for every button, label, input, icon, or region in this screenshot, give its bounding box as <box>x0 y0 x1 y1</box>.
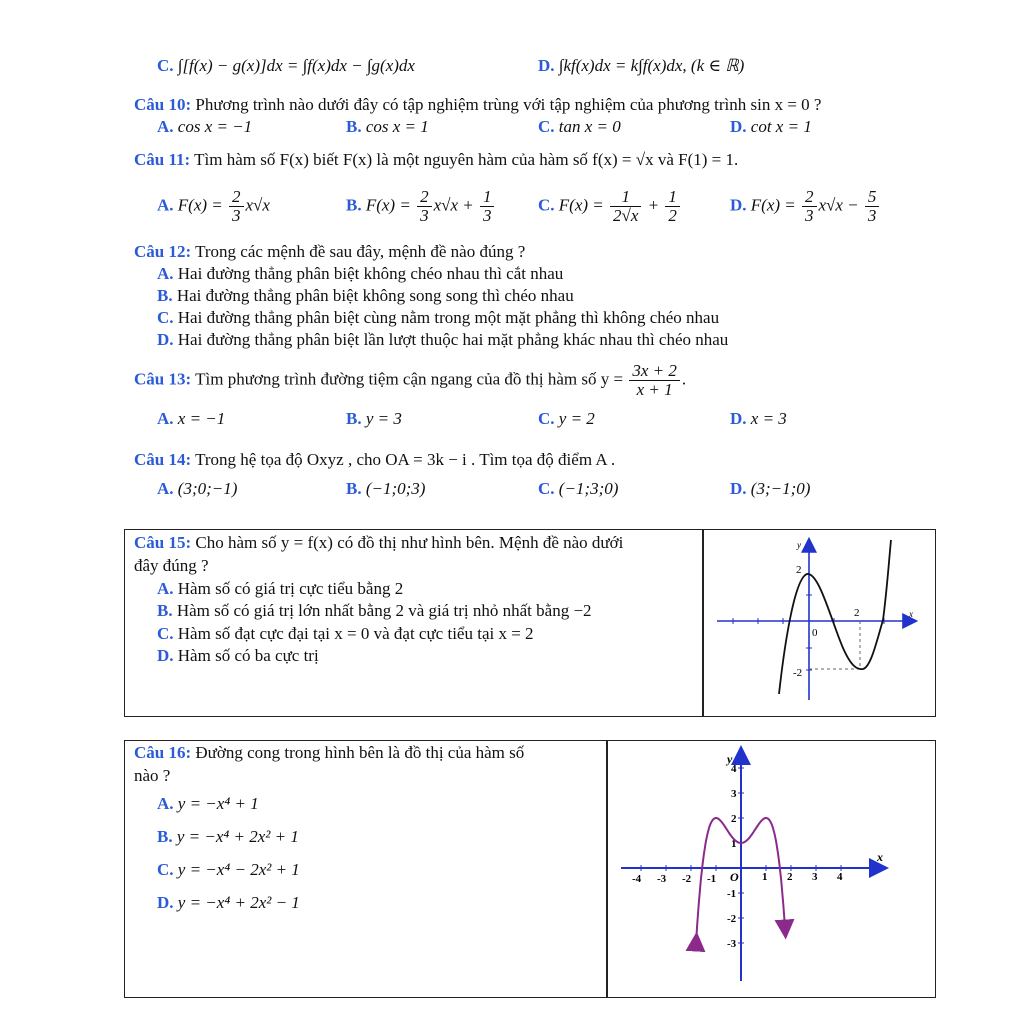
q10-option-c[interactable] <box>538 117 621 137</box>
question-text: Tìm hàm số F(x) biết F(x) là một nguyên hàm của hàm số f(x) = √x và F(1) = 1. <box>194 150 739 169</box>
q15-text-box <box>124 529 704 717</box>
option-text: y = −x⁴ + 2x² − 1 <box>177 893 300 912</box>
question-text: Cho hàm số y = f(x) có đồ thị như hình bên. Mệnh đề nào dưới <box>195 533 624 552</box>
q12-option-a[interactable] <box>157 264 563 284</box>
denominator: x + 1 <box>636 380 673 399</box>
option-label: C. <box>157 860 174 879</box>
option-text: Hàm số đạt cực đại tại x = 0 và đạt cực tiểu tại x = 2 <box>177 624 534 643</box>
x-tick-label: -1 <box>707 873 717 885</box>
denominator: 3 <box>867 206 877 225</box>
option-text: x = −1 <box>177 409 226 428</box>
q11-option-a[interactable] <box>157 188 270 225</box>
option-text: (3;0;−1) <box>177 479 238 498</box>
q12-stem <box>134 242 525 262</box>
option-label: A. <box>157 479 174 498</box>
q16-option-a[interactable] <box>157 794 259 814</box>
option-text: Hai đường thẳng phân biệt không song song thì chéo nhau <box>176 286 574 305</box>
numerator: 5 <box>865 188 880 207</box>
option-label: C. <box>538 117 555 136</box>
q13-stem <box>134 362 686 399</box>
q10-option-b[interactable] <box>346 117 429 137</box>
question-number: Câu 16: <box>134 743 192 762</box>
option-label: A. <box>157 264 174 283</box>
option-label: C. <box>157 624 174 643</box>
option-text: x√x − <box>818 195 863 215</box>
option-text: cos x = 1 <box>365 117 429 136</box>
option-label: B. <box>346 195 362 215</box>
option-label: B. <box>157 827 173 846</box>
q15-option-a[interactable] <box>157 579 403 599</box>
option-label: A. <box>157 409 174 428</box>
numerator: 1 <box>610 188 641 207</box>
q15-option-d[interactable] <box>157 646 319 666</box>
option-text: cot x = 1 <box>750 117 812 136</box>
option-label: C. <box>538 479 555 498</box>
option-text: + <box>643 195 664 215</box>
y-tick-label: -3 <box>727 938 737 950</box>
q14-option-c[interactable] <box>538 479 618 499</box>
option-text: Hàm số có giá trị cực tiểu bằng 2 <box>177 579 404 598</box>
q16-option-c[interactable] <box>157 860 300 880</box>
option-text: x√x <box>245 195 270 215</box>
question-number: Câu 13: <box>134 369 192 389</box>
option-text: (−1;3;0) <box>558 479 619 498</box>
fraction <box>480 188 495 225</box>
q10-option-d[interactable] <box>730 117 812 137</box>
option-label: D. <box>157 646 174 665</box>
x-tick-label: -4 <box>632 873 642 885</box>
denominator: 3 <box>420 206 429 225</box>
option-text: y = 3 <box>365 409 402 428</box>
fraction <box>629 362 680 399</box>
q15-option-b[interactable] <box>157 601 592 621</box>
numerator: 1 <box>665 188 680 207</box>
q11-stem <box>134 150 738 170</box>
y-axis-label: y <box>797 540 801 550</box>
x-tick-label: -3 <box>657 873 667 885</box>
option-label: D. <box>730 195 747 215</box>
y-axis-label: y <box>727 752 733 766</box>
q16-option-d[interactable] <box>157 893 300 913</box>
question-number: Câu 14: <box>134 450 192 469</box>
numerator: 2 <box>802 188 817 207</box>
y-tick-label: -1 <box>727 888 737 900</box>
x-tick-label: 2 <box>787 871 793 883</box>
denominator: 3 <box>805 206 814 225</box>
fraction <box>865 188 880 225</box>
q10-option-a[interactable] <box>157 117 252 137</box>
q13-option-b[interactable] <box>346 409 402 429</box>
option-text: cos x = −1 <box>177 117 253 136</box>
option-text: y = −x⁴ − 2x² + 1 <box>177 860 300 879</box>
option-label: C. <box>157 308 174 327</box>
option-label: D. <box>730 117 747 136</box>
y-tick-label: 4 <box>731 763 737 775</box>
numerator: 2 <box>229 188 244 207</box>
q15-stem-line2: đây đúng ? <box>134 556 209 575</box>
denominator: 2√x <box>613 206 639 225</box>
option-label: B. <box>157 286 173 305</box>
y-tick-label: 3 <box>731 788 737 800</box>
option-label: A. <box>157 117 174 136</box>
fraction <box>229 188 244 225</box>
option-label: C. <box>157 56 174 75</box>
q14-option-d[interactable] <box>730 479 810 499</box>
q14-option-b[interactable] <box>346 479 425 499</box>
q16-stem <box>134 743 524 763</box>
q15-cubic-graph <box>703 530 935 716</box>
q12-option-c[interactable] <box>157 308 719 328</box>
x-tick-label: 4 <box>837 871 843 883</box>
question-text: Phương trình nào dưới đây có tập nghiệm trùng với tập nghiệm của phương trình sin x = 0 ? <box>195 95 822 114</box>
denominator: 3 <box>232 206 241 225</box>
option-text: y = 2 <box>558 409 595 428</box>
q16-quartic-graph <box>607 741 935 997</box>
x-tick-label: 1 <box>762 871 768 883</box>
denominator: 2 <box>668 206 677 225</box>
numerator: 1 <box>480 188 495 207</box>
fraction <box>665 188 680 225</box>
option-text: Hàm số có ba cực trị <box>177 646 319 665</box>
option-text: F(x) = <box>177 195 228 215</box>
question-text: Trong hệ tọa độ Oxyz , cho OA = 3k − i . Tìm tọa độ điểm A . <box>195 450 616 469</box>
y-tick-label: -2 <box>727 913 737 925</box>
fraction <box>417 188 432 225</box>
q11-option-b[interactable] <box>346 188 496 225</box>
option-label: C. <box>538 195 555 215</box>
y-tick-label: 2 <box>731 813 737 825</box>
question-text: Đường cong trong hình bên là đồ thị của hàm số <box>195 743 525 762</box>
option-label: D. <box>538 56 555 75</box>
x-tick-label: -2 <box>682 873 692 885</box>
q16-stem-line2: nào ? <box>134 766 171 785</box>
q13-option-d[interactable] <box>730 409 787 429</box>
option-text: x√x + <box>433 195 478 215</box>
question-number: Câu 11: <box>134 150 191 169</box>
x-axis-label: x <box>909 609 913 619</box>
origin-label: 0 <box>812 627 818 639</box>
option-text: Hai đường thẳng phân biệt cùng nằm trong một mặt phẳng thì không chéo nhau <box>177 308 720 327</box>
q12-option-d[interactable] <box>157 330 728 350</box>
option-text: ∫[f(x) − g(x)]dx = ∫f(x)dx − ∫g(x)dx <box>177 56 415 75</box>
q14-stem <box>134 450 615 470</box>
option-text: Hàm số có giá trị lớn nhất bằng 2 và giá trị nhỏ nhất bằng −2 <box>176 601 592 620</box>
q13-option-c[interactable] <box>538 409 595 429</box>
option-label: A. <box>157 579 174 598</box>
option-label: B. <box>346 117 362 136</box>
y-tick-label: 1 <box>731 838 737 850</box>
q12-option-b[interactable] <box>157 286 574 306</box>
tick-label-x2: 2 <box>854 607 860 619</box>
option-text: F(x) = <box>558 195 609 215</box>
q9-option-d[interactable] <box>538 56 744 76</box>
option-label: B. <box>346 409 362 428</box>
x-axis-label: x <box>877 850 883 864</box>
q11-option-c[interactable] <box>538 188 682 225</box>
q14-option-a[interactable] <box>157 479 237 499</box>
question-number: Câu 10: <box>134 95 192 114</box>
option-text: Hai đường thẳng phân biệt lần lượt thuộc hai mặt phẳng khác nhau thì chéo nhau <box>177 330 729 349</box>
fraction <box>802 188 817 225</box>
option-text: F(x) = <box>750 195 801 215</box>
option-text: ∫kf(x)dx = k∫f(x)dx, (k ∈ ℝ) <box>558 56 745 75</box>
question-text: Tìm phương trình đường tiệm cận ngang của đồ thị hàm số y = <box>195 369 624 389</box>
numerator: 2 <box>417 188 432 207</box>
q13-option-a[interactable] <box>157 409 225 429</box>
origin-label: O <box>730 870 739 884</box>
option-label: B. <box>157 601 173 620</box>
q10-stem <box>134 95 821 115</box>
option-text: Hai đường thẳng phân biệt không chéo nhau thì cắt nhau <box>177 264 564 283</box>
x-tick-label: 3 <box>812 871 818 883</box>
option-label: D. <box>157 893 174 912</box>
numerator: 3x + 2 <box>629 362 680 381</box>
option-text: (3;−1;0) <box>750 479 811 498</box>
option-text: y = −x⁴ + 1 <box>177 794 259 813</box>
option-text: tan x = 0 <box>558 117 621 136</box>
q16-option-b[interactable] <box>157 827 299 847</box>
q15-stem <box>134 533 623 553</box>
option-label: D. <box>157 330 174 349</box>
q11-option-d[interactable] <box>730 188 881 225</box>
option-label: D. <box>730 479 747 498</box>
option-label: A. <box>157 794 174 813</box>
punctuation: . <box>681 369 687 389</box>
option-text: x = 3 <box>750 409 787 428</box>
question-text: Trong các mệnh đề sau đây, mệnh đề nào đúng ? <box>195 242 526 261</box>
option-text: y = −x⁴ + 2x² + 1 <box>176 827 299 846</box>
option-label: B. <box>346 479 362 498</box>
option-text: (−1;0;3) <box>365 479 426 498</box>
denominator: 3 <box>482 206 492 225</box>
fraction <box>610 188 641 225</box>
option-label: D. <box>730 409 747 428</box>
option-label: A. <box>157 195 174 215</box>
tick-label-ym2: -2 <box>793 667 803 679</box>
option-label: C. <box>538 409 555 428</box>
q15-option-c[interactable] <box>157 624 534 644</box>
question-number: Câu 15: <box>134 533 192 552</box>
option-text: F(x) = <box>365 195 416 215</box>
question-number: Câu 12: <box>134 242 192 261</box>
q9-option-c[interactable] <box>157 56 415 76</box>
tick-label-y2: 2 <box>796 564 802 576</box>
